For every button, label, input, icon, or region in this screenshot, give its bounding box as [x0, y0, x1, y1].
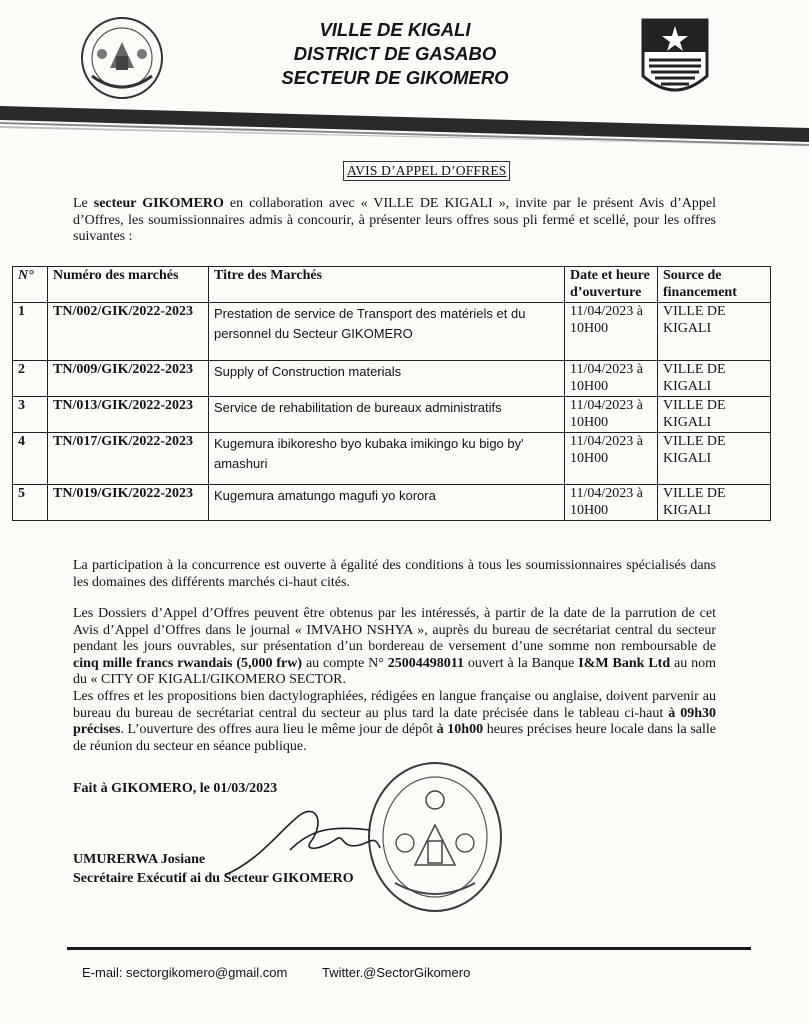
signatory — [73, 850, 354, 888]
dossiers-bank: I&M Bank Ltd — [578, 655, 671, 671]
letterhead-city: VILLE DE KIGALI — [319, 19, 471, 40]
table-row — [13, 361, 771, 397]
row-number: 3 — [13, 397, 48, 433]
notice-title: AVIS D’APPEL D’OFFRES — [343, 161, 510, 181]
dossiers-text-4: au nom du « CITY OF KIGALI/GIKOMERO SECTOR. — [73, 655, 716, 687]
row-number: 2 — [13, 361, 48, 397]
dossiers-account: 25004498011 — [387, 655, 464, 671]
footer-divider — [67, 947, 751, 950]
row-number: 1 — [13, 303, 48, 361]
letterhead-district: DISTRICT DE GASABO — [293, 43, 497, 64]
offres-text-2: . L’ouverture des offres aura lieu le même jour de dépôt — [120, 722, 437, 737]
row-source: VILLE DE KIGALI — [658, 433, 771, 485]
footer-twitter: Twitter.@SectorGikomero — [322, 965, 471, 980]
table-row — [13, 397, 771, 433]
tender-table — [12, 266, 771, 521]
offres-paragraph — [73, 689, 716, 755]
table-row — [13, 433, 771, 485]
row-date: 11/04/2023 à 10H00 — [565, 303, 658, 361]
row-source: VILLE DE KIGALI — [658, 397, 771, 433]
header-divider-band — [0, 106, 809, 146]
intro-sector: secteur GIKOMERO — [93, 196, 224, 211]
rwanda-seal-logo — [72, 14, 172, 106]
row-date: 11/04/2023 à 10H00 — [565, 397, 658, 433]
row-title: Service de rehabilitation de bureaux administratifs — [209, 397, 565, 433]
row-number: 5 — [13, 485, 48, 521]
intro-text-2: en collaboration avec « VILLE DE KIGALI », invite par le présent Avis d’Appel d’Offres, les soumissionnaires admis à concourir, à présenter leurs offres sous pli fermé et scellé, pour les offres suivantes : — [73, 196, 716, 244]
participation-paragraph: La participation à la concurrence est ouverte à égalité des conditions à tous les soumissionnaires spécialisés dans les domaines des différents marchés ci-haut cités. — [73, 558, 716, 590]
offres-opening: à 10h00 — [436, 722, 484, 737]
signatory-role: Secrétaire Exécutif ai du Secteur GIKOMERO — [73, 871, 354, 886]
dossiers-text-3: ouvert à la Banque — [463, 655, 579, 671]
intro-paragraph — [73, 196, 716, 246]
col-header-date: Date et heure d’ouverture — [565, 267, 658, 303]
row-code: TN/002/GIK/2022-2023 — [48, 303, 209, 361]
row-code: TN/019/GIK/2022-2023 — [48, 485, 209, 521]
col-header-source: Source de financement — [658, 267, 771, 303]
row-source: VILLE DE KIGALI — [658, 361, 771, 397]
dossiers-text-2: au compte N° — [302, 655, 388, 671]
row-title: Prestation de service de Transport des matériels et du personnel du Secteur GIKOMERO — [209, 303, 565, 361]
row-number: 4 — [13, 433, 48, 485]
intro-text-1: Le — [73, 196, 94, 211]
row-date: 11/04/2023 à 10H00 — [565, 433, 658, 485]
row-code: TN/009/GIK/2022-2023 — [48, 361, 209, 397]
letterhead — [230, 18, 560, 90]
row-date: 11/04/2023 à 10H00 — [565, 361, 658, 397]
row-code: TN/013/GIK/2022-2023 — [48, 397, 209, 433]
table-row — [13, 485, 771, 521]
col-header-code: Numéro des marchés — [48, 267, 209, 303]
offres-text-1: Les offres et les propositions bien dactylographiées, rédigées en langue française ou anglaise, doivent parvenir au bureau du bureau de secrétariat central du secteur au plus tard la date précisée dans le tableau ci-haut — [73, 689, 716, 721]
col-header-title: Titre des Marchés — [209, 267, 565, 303]
row-source: VILLE DE KIGALI — [658, 485, 771, 521]
table-row — [13, 303, 771, 361]
dossiers-fee: cinq mille francs rwandais (5,000 frw) — [73, 655, 303, 671]
signatory-name: UMURERWA Josiane — [73, 852, 206, 867]
offres-text-3: heures précises heure locale dans la salle de réunion du secteur en séance publique. — [73, 722, 717, 754]
dossiers-text-1: Les Dossiers d’Appel d’Offres peuvent être obtenus par les intéressés, à partir de la date de la parrution de cet Avis d’Appel d’Offres dans le journal « IMVAHO NSHYA », auprès du bureau de secrétariat central du secteur pendant les jours ouvrables, sur présentation d’un bordereau de versement d’une somme non remboursable de — [73, 606, 716, 654]
signature-place-date: Fait à GIKOMERO, le 01/03/2023 — [73, 781, 278, 796]
row-source: VILLE DE KIGALI — [658, 303, 771, 361]
row-title: Supply of Construction materials — [209, 361, 565, 397]
kigali-city-logo — [635, 14, 715, 104]
row-title: Kugemura ibikoresho byo kubaka imikingo ku bigo by' amashuri — [209, 433, 565, 485]
row-code: TN/017/GIK/2022-2023 — [48, 433, 209, 485]
table-header-row — [13, 267, 771, 303]
footer-email: E-mail: sectorgikomero@gmail.com — [82, 965, 288, 980]
offres-deadline: à 09h30 précises — [73, 705, 717, 737]
row-title: Kugemura amatungo magufi yo korora — [209, 485, 565, 521]
row-date: 11/04/2023 à 10H00 — [565, 485, 658, 521]
dossiers-paragraph — [73, 606, 716, 689]
letterhead-sector: SECTEUR DE GIKOMERO — [281, 67, 509, 88]
col-header-number: N° — [13, 267, 48, 303]
